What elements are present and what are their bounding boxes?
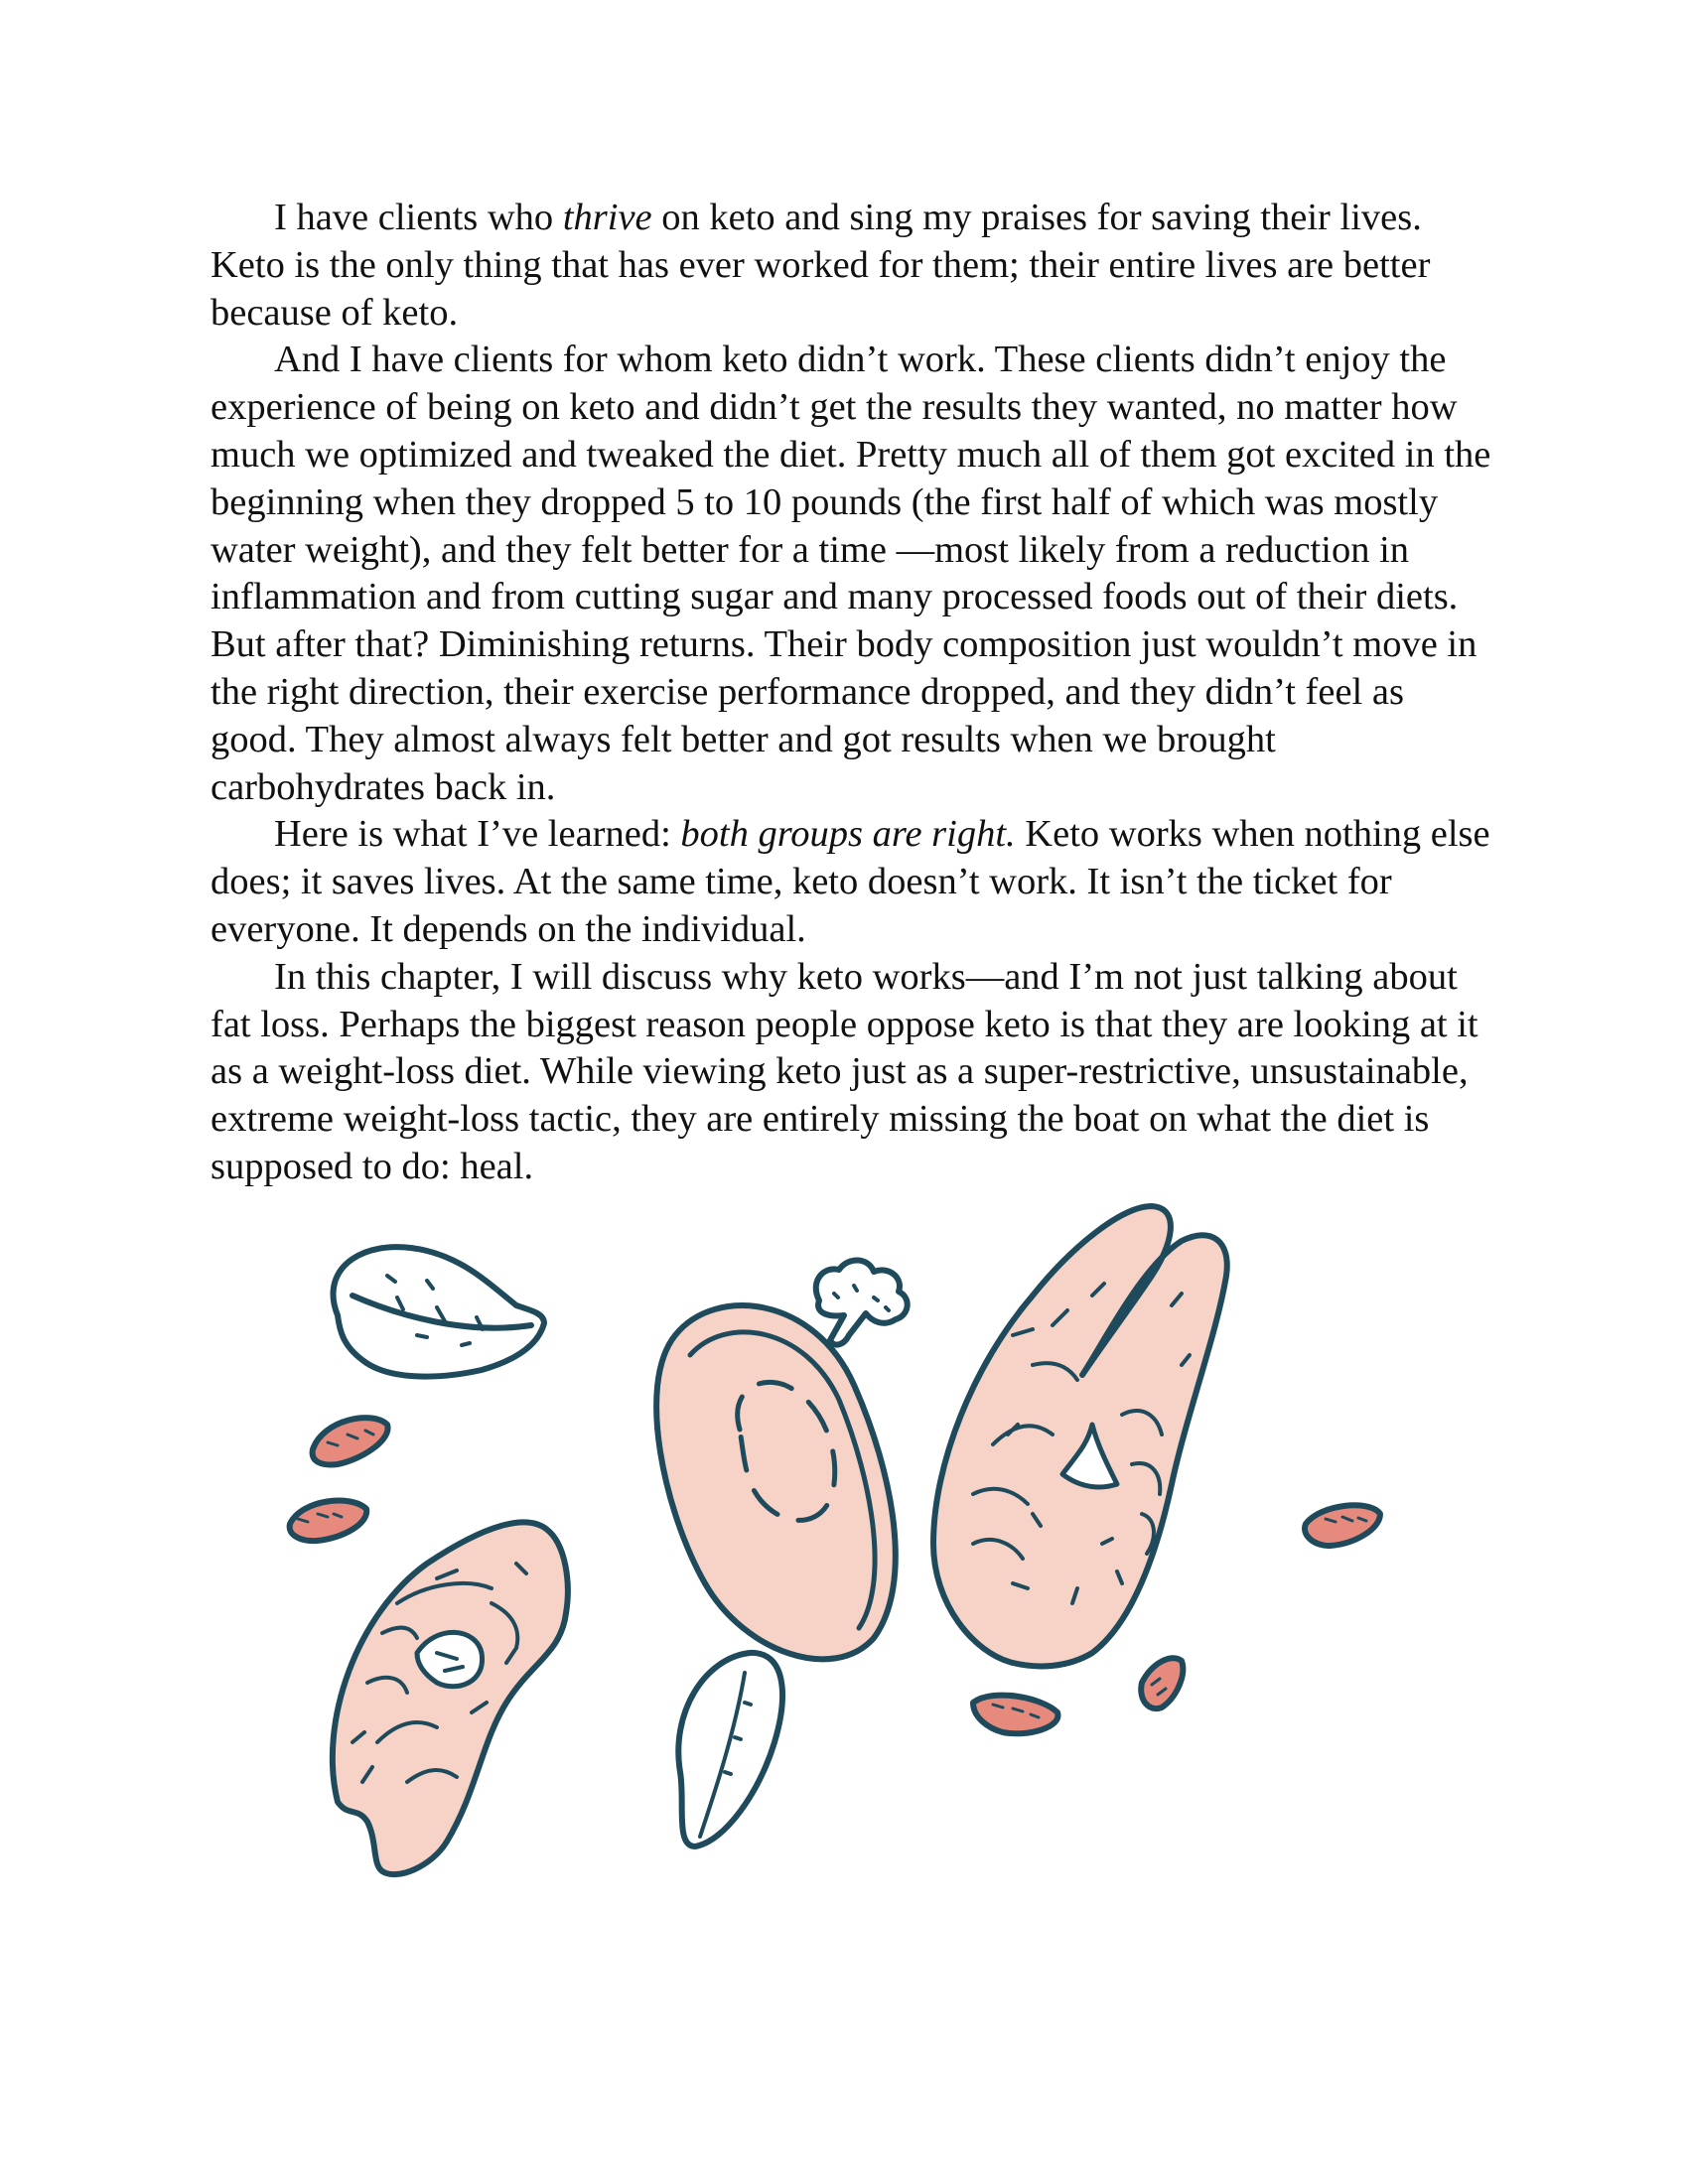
salmon-steak-right-icon [933,1206,1227,1666]
almond-icon [973,1696,1057,1734]
spinach-leaf-icon [334,1247,544,1376]
almond-icon [313,1418,388,1464]
body-text [211,195,1491,1191]
illustration-svg [278,1186,1410,1901]
paragraph-2: And I have clients for whom keto didn’t work. These clients didn’t enjoy the experience of being on keto and didn’t get the results they wanted, no matter how much we optimized and tweaked the diet. Pretty much all of them got excited in the beginning when they dropped 5 to 10 pounds (the first half of which was mostly water weight), and they felt better for a time —most likely from a reduction in inflammation and from cutting sugar and many processed foods out of their diets. But after that? Diminishing returns. Their body composition just wouldn’t move in the right direction, their exercise performance dropped, and they didn’t feel as good. They almost always felt better and got results when we brought carbohydrates back in. [211,339,1491,808]
salmon-steak-left-icon [333,1522,568,1874]
bay-leaf-icon [678,1653,782,1846]
almond-icon [1141,1658,1183,1708]
keto-foods-illustration-icon [278,1186,1410,1901]
emphasis-thrive: thrive [562,197,652,238]
paragraph-1: I have clients who thrive on keto and sing my praises for saving their lives. Keto is the only thing that has ever worked for them; their entire lives are better because of keto. [211,197,1431,334]
paragraph-3: Here is what I’ve learned: both groups are right. Keto works when nothing else does; it saves lives. At the same time, keto doesn’t work. It isn’t the ticket for everyone. It depends on the individual. [211,813,1490,950]
almond-icon [290,1501,367,1542]
emphasis-both-groups: both groups are right. [680,813,1016,856]
paragraph-4: In this chapter, I will discuss why keto works—and I’m not just talking about fat loss. Perhaps the biggest reason people oppose keto is that they are looking at it as a weight-loss diet. While viewing keto just as a super-restrictive, unsustainable, extreme weight-loss tactic, they are entirely missing the boat on what the diet is supposed to do: heal. [211,955,1478,1187]
broccoli-icon [816,1260,908,1344]
avocado-icon [656,1305,896,1659]
almond-icon [1305,1505,1380,1546]
